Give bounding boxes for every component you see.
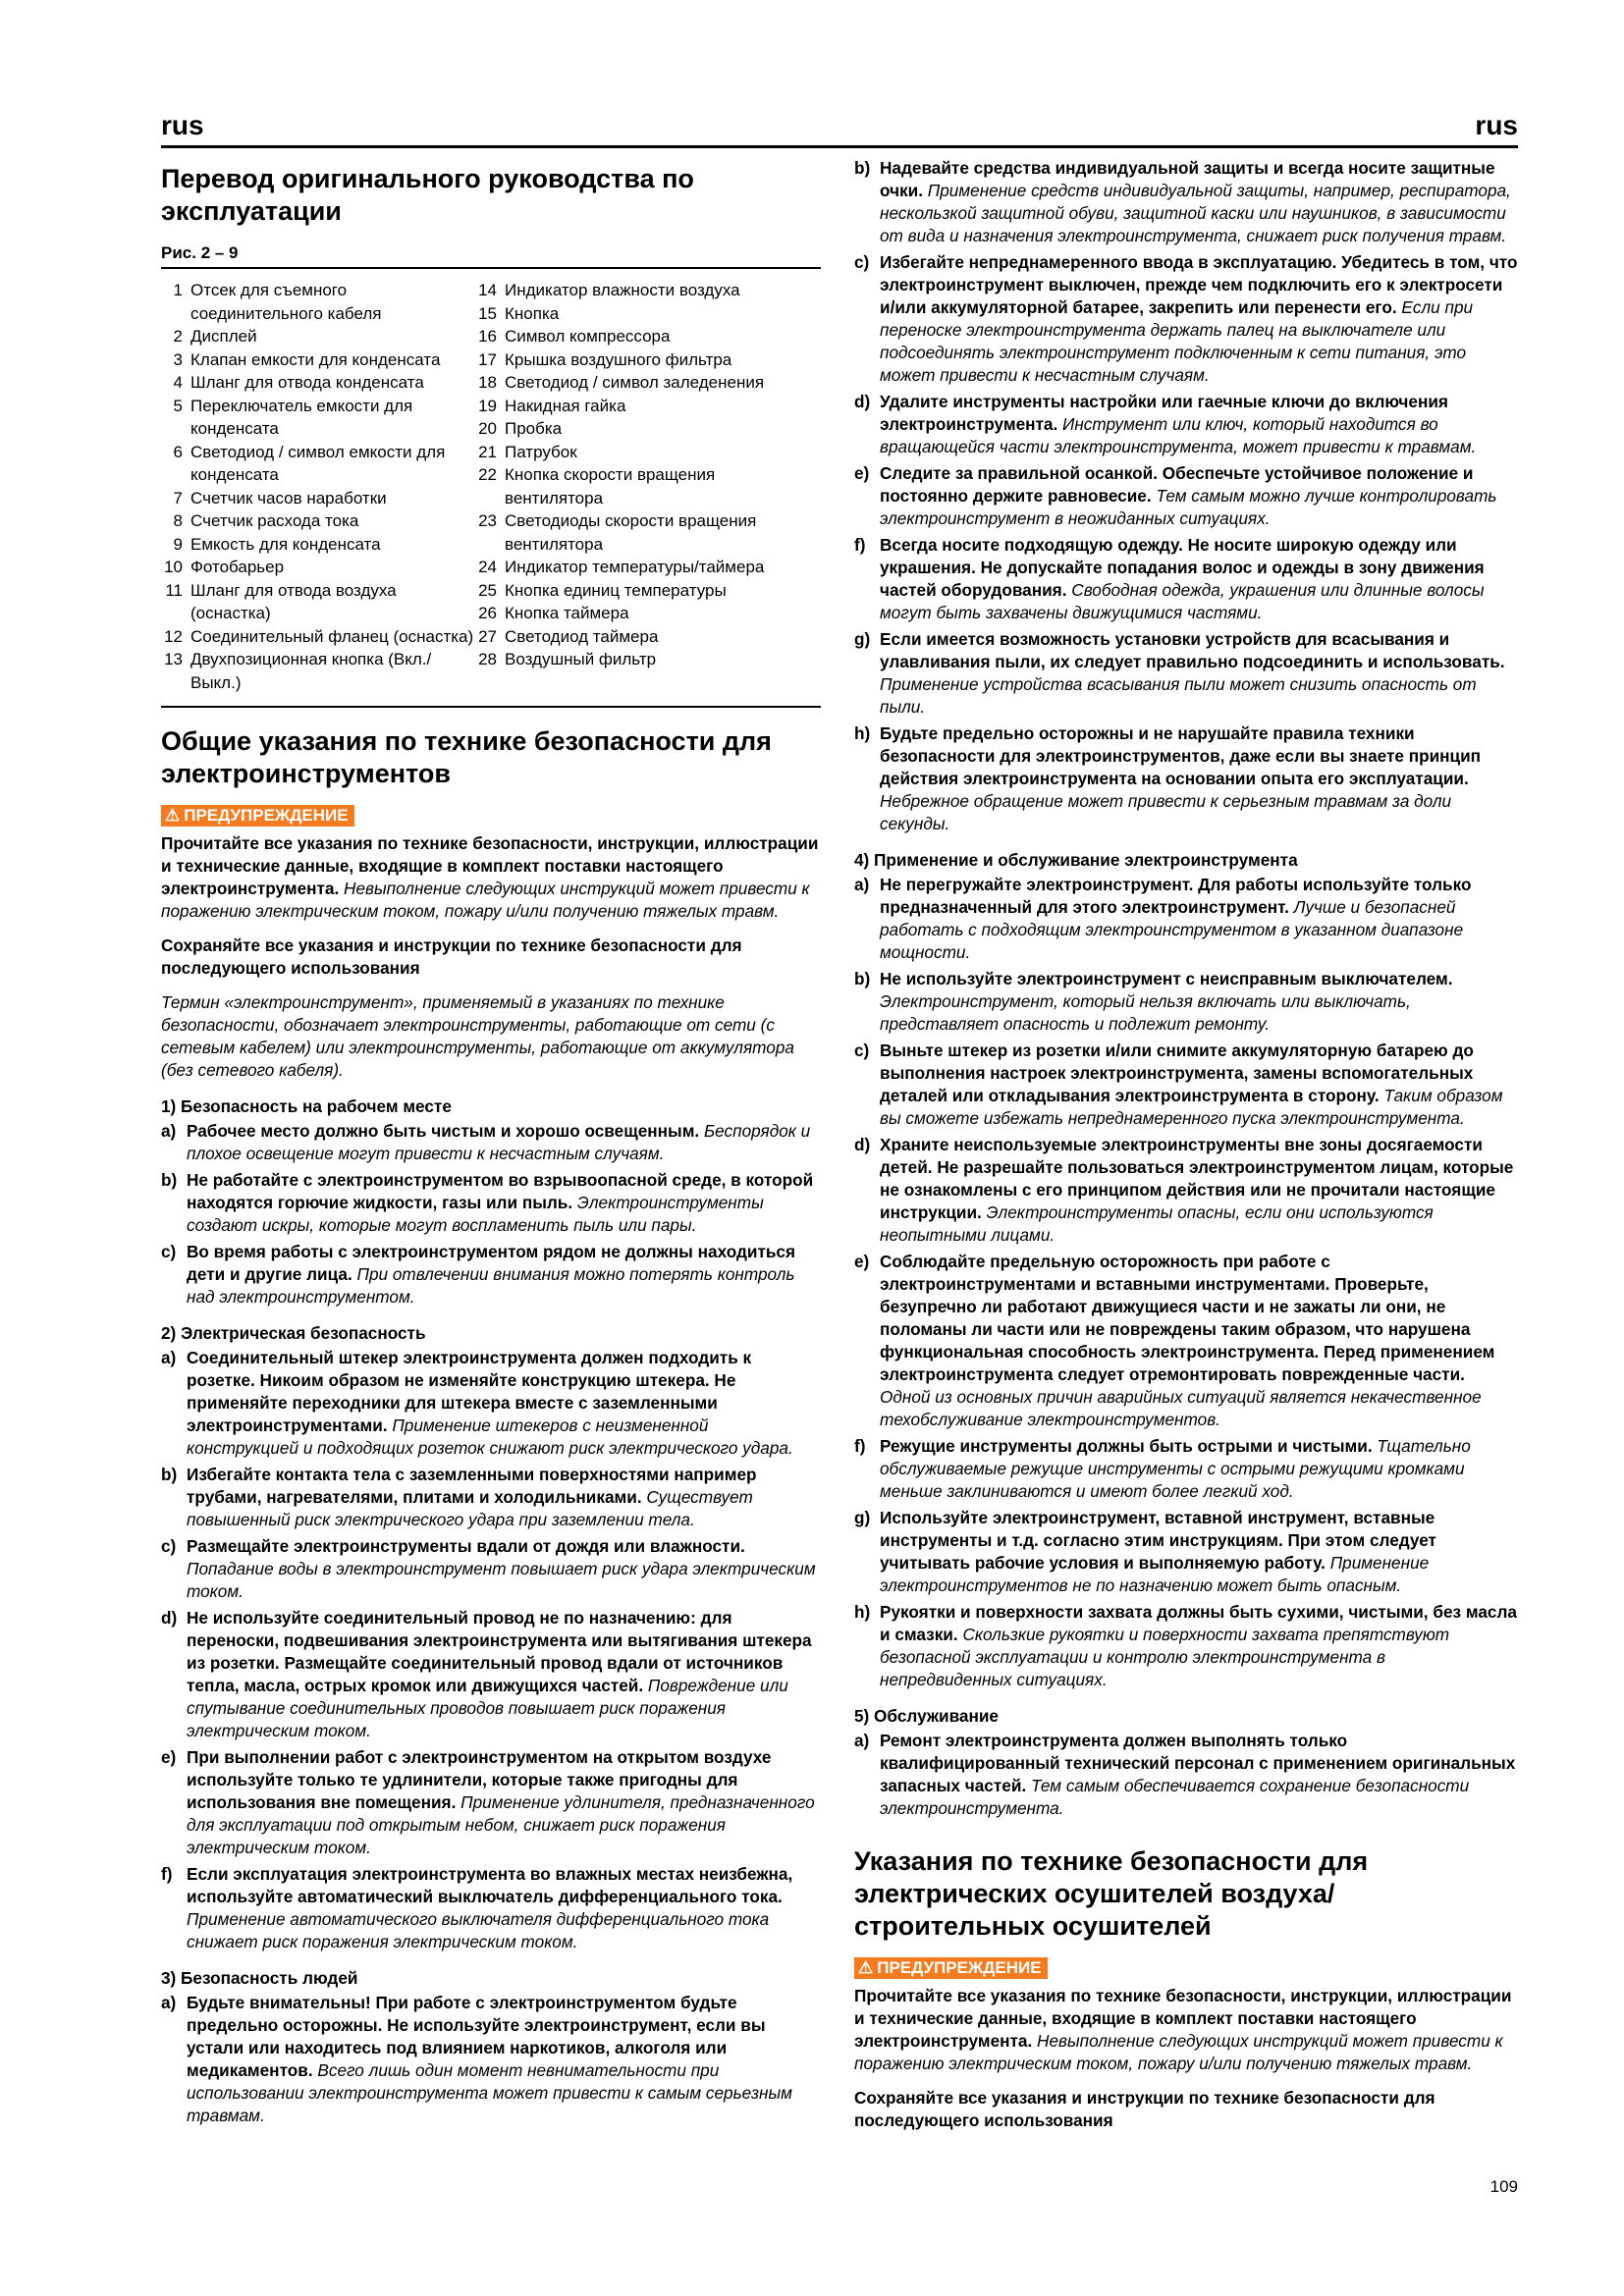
legend-number: 20	[478, 419, 497, 438]
list-item	[854, 968, 1518, 1036]
item-marker: f)	[854, 1436, 866, 1456]
legend-number: 4	[173, 373, 183, 392]
item-marker: c)	[161, 1535, 177, 1556]
item-italic: Применение устройства всасывания пыли может снизить опасность от пыли.	[880, 674, 1477, 717]
legend-item	[161, 625, 475, 649]
legend-text: Кнопка скорости вращения вентилятора	[505, 465, 716, 507]
keep-instructions: Сохраняйте все указания и инструкции по технике безопасности для последующего использования	[161, 934, 742, 978]
legend-item	[475, 441, 799, 464]
legend-item	[475, 279, 799, 302]
item-italic: Электроинструменты создают искры, которые могут воспламенить пыль или пары.	[187, 1192, 764, 1235]
item-marker: a)	[854, 1731, 870, 1750]
item-bold: Если эксплуатация электроинструмента во влажных местах неизбежна, используйте автоматический выключатель дифференциального тока.	[187, 1863, 793, 1906]
legend-number: 14	[478, 281, 497, 299]
list-item	[854, 1507, 1518, 1597]
figure-label: Рис. 2 – 9	[161, 243, 239, 262]
item-text	[880, 1040, 1518, 1130]
item-bold: Режущие инструменты должны быть острыми и чистыми.	[880, 1436, 1373, 1456]
item-text	[187, 1746, 821, 1859]
legend-number: 15	[478, 303, 497, 323]
item-marker: e)	[854, 1252, 870, 1271]
item-text	[187, 1347, 821, 1460]
legend-number: 12	[164, 626, 183, 646]
legend-number: 19	[478, 396, 497, 415]
section-1-list	[161, 1120, 821, 1308]
legend-left-list	[161, 279, 475, 694]
legend-item	[161, 487, 475, 510]
read-bold: Прочитайте все указания по технике безопасности, инструкции, иллюстрации и технические данные, входящие в комплект поставки настоящего электроинструмента.	[161, 832, 819, 898]
list-item	[161, 1169, 821, 1237]
item-bold: Рабочее место должно быть чистым и хорошо освещенным.	[187, 1120, 700, 1141]
item-marker: b)	[161, 1169, 178, 1190]
item-text	[187, 1120, 821, 1165]
read-italic: Невыполнение следующих инструкций может привести к поражению электрическим током, пожару и/или получению тяжелых травм.	[854, 2031, 1503, 2073]
legend-item	[475, 625, 799, 649]
item-text	[187, 1607, 821, 1742]
item-marker: c)	[854, 1041, 870, 1060]
legend-text: Крышка воздушного фильтра	[505, 349, 732, 369]
warning-badge	[161, 805, 354, 827]
legend-item	[161, 371, 475, 395]
legend-item	[475, 463, 799, 509]
legend-text: Дисплей	[190, 327, 257, 346]
legend-number: 22	[478, 465, 497, 484]
item-marker: c)	[161, 1241, 177, 1261]
legend-number: 9	[173, 534, 183, 554]
item-marker: f)	[161, 1863, 173, 1884]
legend-text: Светодиоды скорости вращения вентилятора	[505, 511, 757, 554]
legend-text: Шланг для отвода воздуха (оснастка)	[190, 580, 397, 622]
item-marker: a)	[161, 1992, 177, 2012]
section-5-title: 5) Обслуживание	[854, 1706, 999, 1726]
item-bold: Соединительный штекер электроинструмента должен подходить к розетке. Никоим образом не изменяйте конструкцию штекера. Не применяйте переходники для штекера вместе с заземленными электроинструментами.	[187, 1347, 752, 1435]
item-marker: d)	[161, 1607, 178, 1628]
item-bold: Рукоятки и поверхности захвата должны быть сухими, чистыми, без масла и смазки.	[880, 1602, 1517, 1644]
legend-text: Счетчик расхода тока	[190, 511, 359, 530]
item-italic: Применение удлинителя, предназначенного для эксплуатации под открытым небом, снижает риск поражения электрическим током.	[187, 1791, 815, 1857]
item-italic: Тщательно обслуживаемые режущие инструменты с острыми режущими кромками меньше заклиниваются и имеют более легкий ход.	[880, 1436, 1471, 1501]
page-number: 109	[1489, 2177, 1518, 2196]
item-marker: a)	[161, 1347, 177, 1367]
item-bold: Если имеется возможность установки устройств для всасывания и улавливания пыли, их следует правильно подсоединить и использовать.	[880, 629, 1505, 671]
item-text	[880, 462, 1518, 530]
legend-number: 10	[164, 558, 183, 576]
list-item	[854, 1040, 1518, 1130]
legend-item	[475, 395, 799, 418]
legend-text: Переключатель емкости для конденсата	[190, 396, 413, 438]
item-italic: Таким образом вы сможете избежать непреднамеренного пуска электроинструмента.	[880, 1086, 1503, 1128]
legend-item	[475, 417, 799, 441]
section-3-title: 3) Безопасность людей	[161, 1967, 358, 1988]
item-bold: Избегайте контакта тела с заземленными поверхностями например трубами, нагревателями, плитами и холодильниками.	[187, 1464, 757, 1507]
legend-item	[161, 325, 475, 348]
item-text	[187, 1863, 821, 1953]
page-title: Перевод оригинального руководства по эксплуатации	[161, 164, 694, 226]
dryers-safety-heading: Указания по технике безопасности для электрических осушителей воздуха/строительных осушителей	[854, 1846, 1369, 1941]
legend-item	[161, 648, 475, 694]
legend-item	[475, 348, 799, 372]
legend-item	[475, 556, 799, 579]
legend-text: Счетчик часов наработки	[190, 488, 387, 507]
item-bold: Во время работы с электроинструментом рядом не должны находиться дети и другие лица.	[187, 1241, 796, 1284]
item-marker: b)	[854, 158, 871, 178]
legend-text: Пробка	[505, 419, 563, 438]
warning-icon: ⚠	[858, 1958, 874, 1977]
item-bold: Не работайте с электроинструментом во взрывоопасной среде, в которой находятся горючие жидкости, газы или пыль.	[187, 1169, 814, 1212]
legend-number: 5	[173, 396, 183, 415]
item-bold: Ремонт электроинструмента должен выполнять только квалифицированный технический персонал с применением оригинальных запасных частей.	[880, 1731, 1516, 1795]
item-text	[187, 1992, 821, 2127]
legend-number: 26	[478, 604, 497, 622]
item-italic: Свободная одежда, украшения или длинные волосы могут быть захвачены движущимися частями.	[880, 580, 1485, 622]
item-bold: При выполнении работ с электроинструментом на открытом воздухе используйте только те удлинители, которые также пригодны для использования вне помещения.	[187, 1746, 772, 1812]
item-marker: c)	[854, 252, 870, 272]
legend-text: Индикатор влажности воздуха	[505, 281, 740, 299]
legend-item	[161, 395, 475, 441]
item-marker: g)	[854, 629, 871, 649]
item-text	[880, 1601, 1518, 1691]
right-column	[854, 157, 1518, 2144]
warning-label: ПРЕДУПРЕЖДЕНИЕ	[184, 805, 349, 825]
item-marker: g)	[854, 1508, 871, 1527]
item-bold: Не используйте электроинструмент с неисправным выключателем.	[880, 969, 1453, 988]
figure-rule	[161, 267, 821, 269]
section-4-title: 4) Применение и обслуживание электроинструмента	[854, 850, 1298, 870]
item-text	[187, 1241, 821, 1308]
legend-text: Символ компрессора	[505, 327, 671, 346]
item-text	[880, 1507, 1518, 1597]
legend-item	[475, 302, 799, 326]
item-italic: Одной из основных причин аварийных ситуаций является некачественное техобслуживание электроинструментов.	[880, 1387, 1482, 1429]
legend-item	[475, 579, 799, 603]
item-marker: d)	[854, 392, 871, 411]
item-italic: Применение электроинструментов не по назначению может быть опасным.	[880, 1553, 1430, 1595]
item-italic: Всего лишь один момент невнимательности при использовании электроинструмента может привести к самым серьезным травмам.	[187, 2059, 792, 2125]
item-italic: При отвлечении внимания можно потерять контроль над электроинструментом.	[187, 1263, 795, 1307]
item-italic: Беспорядок и плохое освещение могут привести к несчастным случаям.	[187, 1120, 811, 1163]
item-italic: Тем самым обеспечивается сохранение безопасности электроинструмента.	[880, 1776, 1470, 1818]
item-italic: Если при переноске электроинструмента держать палец на выключателе или подсоединять электроинструмент подключенным к сети питания, это может привести к несчастным случаям.	[880, 297, 1474, 385]
legend-text: Отсек для съемного соединительного кабеля	[190, 281, 382, 323]
item-bold: Размещайте электроинструменты вдали от дождя или влажности.	[187, 1535, 745, 1556]
legend-text: Шланг для отвода конденсата	[190, 373, 424, 392]
dryers-read-instructions	[854, 1985, 1518, 2075]
list-item	[854, 1251, 1518, 1431]
legend-number: 3	[173, 349, 183, 369]
warning-icon: ⚠	[165, 805, 181, 825]
legend-number: 16	[478, 327, 497, 346]
left-column	[161, 157, 821, 2131]
list-item	[161, 1746, 821, 1859]
section-5-list	[854, 1730, 1518, 1820]
item-text	[880, 157, 1518, 247]
item-italic: Тем самым можно лучше контролировать электроинструмент в неожиданных ситуациях.	[880, 486, 1497, 528]
legend-number: 8	[173, 511, 183, 530]
list-item	[854, 1730, 1518, 1820]
item-text	[880, 1251, 1518, 1431]
item-italic: Электроинструмент, который нельзя включать или выключать, представляет опасность и подлежит ремонту.	[880, 991, 1411, 1034]
list-item	[161, 1992, 821, 2127]
item-bold: Выньте штекер из розетки и/или снимите аккумуляторную батарею до выполнения настроек электроинструмента, замены вспомогательных деталей или откладывания электроинструмента в сторону.	[880, 1041, 1474, 1105]
section-2-title: 2) Электрическая безопасность	[161, 1322, 426, 1343]
legend-number: 25	[478, 580, 497, 600]
section-4-list	[854, 874, 1518, 1691]
item-bold: Надевайте средства индивидуальной защиты и всегда носите защитные очки.	[880, 158, 1495, 200]
legend-number: 28	[478, 650, 497, 668]
item-marker: h)	[854, 723, 871, 743]
item-italic: Попадание воды в электроинструмент повышает риск удара электрическим током.	[187, 1558, 816, 1601]
item-marker: f)	[854, 535, 866, 555]
item-bold: Избегайте непреднамеренного ввода в эксплуатацию. Убедитесь в том, что электроинструмент выключен, прежде чем подключить его к электросети и/или аккумуляторной батарее, закрепить или перенести его.	[880, 252, 1518, 317]
item-italic: Существует повышенный риск электрического удара при заземлении тела.	[187, 1486, 753, 1529]
item-marker: h)	[854, 1602, 871, 1622]
list-item	[854, 1601, 1518, 1691]
item-italic: Инструмент или ключ, который находится во вращающейся части электроинструмента, может привести к травмам.	[880, 414, 1477, 456]
legend-number: 18	[478, 373, 497, 392]
legend-text: Соединительный фланец (оснастка)	[190, 626, 474, 646]
list-item	[161, 1464, 821, 1531]
item-marker: e)	[161, 1746, 177, 1767]
item-bold: Не перегружайте электроинструмент. Для работы используйте только предназначенный для этого электроинструмент.	[880, 875, 1472, 917]
list-item	[854, 251, 1518, 387]
figure-legend	[161, 279, 821, 694]
legend-number: 27	[478, 626, 497, 646]
legend-text: Патрубок	[505, 442, 577, 461]
legend-item	[161, 579, 475, 625]
list-item	[161, 1607, 821, 1742]
legend-number: 21	[478, 442, 497, 461]
legend-number: 1	[173, 281, 183, 299]
legend-number: 13	[164, 650, 183, 668]
legend-item	[475, 371, 799, 395]
item-italic: Применение средств индивидуальной защиты, например, респиратора, нескользкой защитной обуви, защитной каски или наушников, в зависимости от вида и назначения электроинструмента, снижает риск получения травм.	[880, 181, 1511, 245]
item-text	[880, 1435, 1518, 1503]
section-3-list-left	[161, 1992, 821, 2127]
legend-number: 17	[478, 349, 497, 369]
legend-text: Накидная гайка	[505, 396, 626, 415]
warning-label: ПРЕДУПРЕЖДЕНИЕ	[877, 1958, 1042, 1977]
item-bold: Используйте электроинструмент, вставной инструмент, вставные инструменты и т.д. согласно этим инструкциям. При этом следует учитывать рабочие условия и выполняемую работу.	[880, 1508, 1436, 1573]
dryers-warning-badge	[854, 1957, 1048, 1979]
legend-item	[475, 602, 799, 625]
legend-text: Светодиод / символ заледенения	[505, 373, 765, 392]
legend-item	[161, 348, 475, 372]
item-italic: Повреждение или спутывание соединительных проводов повышает риск поражения электрическим током.	[187, 1675, 788, 1740]
legend-item	[161, 533, 475, 557]
item-marker: a)	[854, 875, 870, 894]
item-marker: b)	[854, 969, 871, 988]
section-3-list-right	[854, 157, 1518, 835]
term-definition: Термин «электроинструмент», применяемый в указаниях по технике безопасности, обозначает электроинструменты, работающие от сети (с сетевым кабелем) или электроинструменты, работающие от аккумулятора (без сетевого кабеля).	[161, 991, 794, 1080]
general-safety-heading: Общие указания по технике безопасности для электроинструментов	[161, 725, 772, 788]
legend-text: Фотобарьер	[190, 558, 285, 576]
legend-text: Светодиод таймера	[505, 626, 659, 646]
legend-item	[475, 509, 799, 556]
item-italic: Скользкие рукоятки и поверхности захвата препятствуют безопасной эксплуатации и контролю электроинструмента в непредвиденных ситуациях.	[880, 1625, 1450, 1689]
item-bold: Соблюдайте предельную осторожность при работе с электроинструментами и вставными инструментами. Проверьте, безупречно ли работают движущиеся части и не зажаты ли они, не поломаны ли части или не повреждены таким образом, что нарушена функциональная способность электроинструмента. Перед применением электроинструмента следует отремонтировать поврежденные части.	[880, 1252, 1495, 1384]
legend-text: Светодиод / символ емкости для конденсата	[190, 442, 446, 484]
section-2-list	[161, 1347, 821, 1953]
item-italic: Лучше и безопасней работать с подходящим электроинструментом в указанном диапазоне мощности.	[880, 897, 1464, 962]
legend-item	[161, 509, 475, 533]
list-item	[854, 722, 1518, 835]
list-item	[854, 1134, 1518, 1247]
item-text	[880, 874, 1518, 964]
list-item	[854, 157, 1518, 247]
legend-text: Индикатор температуры/таймера	[505, 558, 765, 576]
item-text	[187, 1169, 821, 1237]
item-bold: Всегда носите подходящую одежду. Не носите широкую одежду или украшения. Не допускайте попадания волос и одежды в зону движения частей оборудования.	[880, 535, 1485, 600]
item-marker: b)	[161, 1464, 178, 1484]
list-item	[854, 628, 1518, 719]
legend-item	[161, 441, 475, 487]
legend-text: Двухпозиционная кнопка (Вкл./Выкл.)	[190, 650, 432, 692]
legend-number: 2	[173, 327, 183, 346]
item-bold: Будьте внимательны! При работе с электроинструментом будьте предельно осторожны. Не используйте электроинструмент, если вы устали или находитесь под влиянием наркотиков, алкоголя или медикаментов.	[187, 1992, 766, 2080]
list-item	[161, 1535, 821, 1603]
item-bold: Не используйте соединительный провод не по назначению: для переноски, подвешивания электроинструмента или вытягивания штекера из розетки. Размещайте соединительный провод вдали от источников тепла, масла, острых кромок или движущихся частей.	[187, 1607, 812, 1695]
item-marker: a)	[161, 1120, 177, 1141]
item-bold: Храните неиспользуемые электроинструменты вне зоны досягаемости детей. Не разрешайте пользоваться электроинструментом лицам, которые не ознакомлены с его принципом действия или не прочитали настоящие инструкции.	[880, 1135, 1514, 1222]
legend-item	[475, 648, 799, 671]
list-item	[854, 874, 1518, 964]
item-marker: d)	[854, 1135, 871, 1154]
legend-text: Воздушный фильтр	[505, 650, 657, 668]
legend-rule	[161, 706, 821, 708]
list-item	[161, 1347, 821, 1460]
item-text	[187, 1535, 821, 1603]
legend-number: 7	[173, 488, 183, 507]
read-instructions	[161, 832, 821, 923]
item-text	[880, 1134, 1518, 1247]
legend-number: 11	[165, 580, 183, 600]
item-text	[880, 534, 1518, 624]
item-text	[880, 722, 1518, 835]
read-italic: Невыполнение следующих инструкций может привести к поражению электрическим током, пожару и/или получению тяжелых травм.	[161, 878, 810, 921]
list-item	[161, 1120, 821, 1165]
item-text	[880, 251, 1518, 387]
item-text	[880, 968, 1518, 1036]
list-item	[854, 462, 1518, 530]
legend-text: Кнопка единиц температуры	[505, 580, 727, 600]
legend-item	[161, 556, 475, 579]
dryers-keep-instructions: Сохраняйте все указания и инструкции по технике безопасности для последующего использования	[854, 2088, 1435, 2130]
legend-text: Кнопка таймера	[505, 604, 629, 622]
item-bold: Следите за правильной осанкой. Обеспечьте устойчивое положение и постоянно держите равновесие.	[880, 463, 1474, 506]
item-text	[880, 391, 1518, 458]
list-item	[854, 1435, 1518, 1503]
item-italic: Небрежное обращение может привести к серьезным травмам за доли секунды.	[880, 791, 1452, 833]
legend-item	[475, 325, 799, 348]
section-1-title: 1) Безопасность на рабочем месте	[161, 1095, 452, 1116]
item-text	[880, 1730, 1518, 1820]
header-rule	[161, 145, 1518, 148]
read-bold: Прочитайте все указания по технике безопасности, инструкции, иллюстрации и технические данные, входящие в комплект поставки настоящего электроинструмента.	[854, 1986, 1512, 2051]
list-item	[854, 534, 1518, 624]
legend-text: Кнопка	[505, 303, 560, 323]
item-bold: Удалите инструменты настройки или гаечные ключи до включения электроинструмента.	[880, 392, 1448, 434]
item-italic: Применение штекеров с неизмененной конструкцией и подходящих розеток снижают риск электрического удара.	[187, 1415, 793, 1458]
list-item	[854, 391, 1518, 458]
item-text	[880, 628, 1518, 719]
list-item	[161, 1241, 821, 1308]
item-bold: Будьте предельно осторожны и не нарушайте правила техники безопасности для электроинструментов, даже если вы знаете принцип действия электроинструмента на основании опыта его эксплуатации.	[880, 723, 1482, 788]
legend-number: 6	[173, 442, 183, 461]
legend-number: 23	[478, 511, 497, 530]
header-lang-right: rus	[1475, 110, 1518, 140]
item-text	[187, 1464, 821, 1531]
legend-text: Клапан емкости для конденсата	[190, 349, 441, 369]
item-italic: Применение автоматического выключателя дифференциального тока снижает риск поражения электрическим током.	[187, 1908, 770, 1951]
legend-right-list	[475, 279, 799, 694]
legend-item	[161, 279, 475, 325]
list-item	[161, 1863, 821, 1953]
legend-text: Емкость для конденсата	[190, 534, 381, 554]
item-marker: e)	[854, 463, 870, 483]
header-lang-left: rus	[161, 110, 204, 140]
item-italic: Электроинструменты опасны, если они используются неопытными лицами.	[880, 1202, 1434, 1245]
legend-number: 24	[478, 558, 497, 576]
